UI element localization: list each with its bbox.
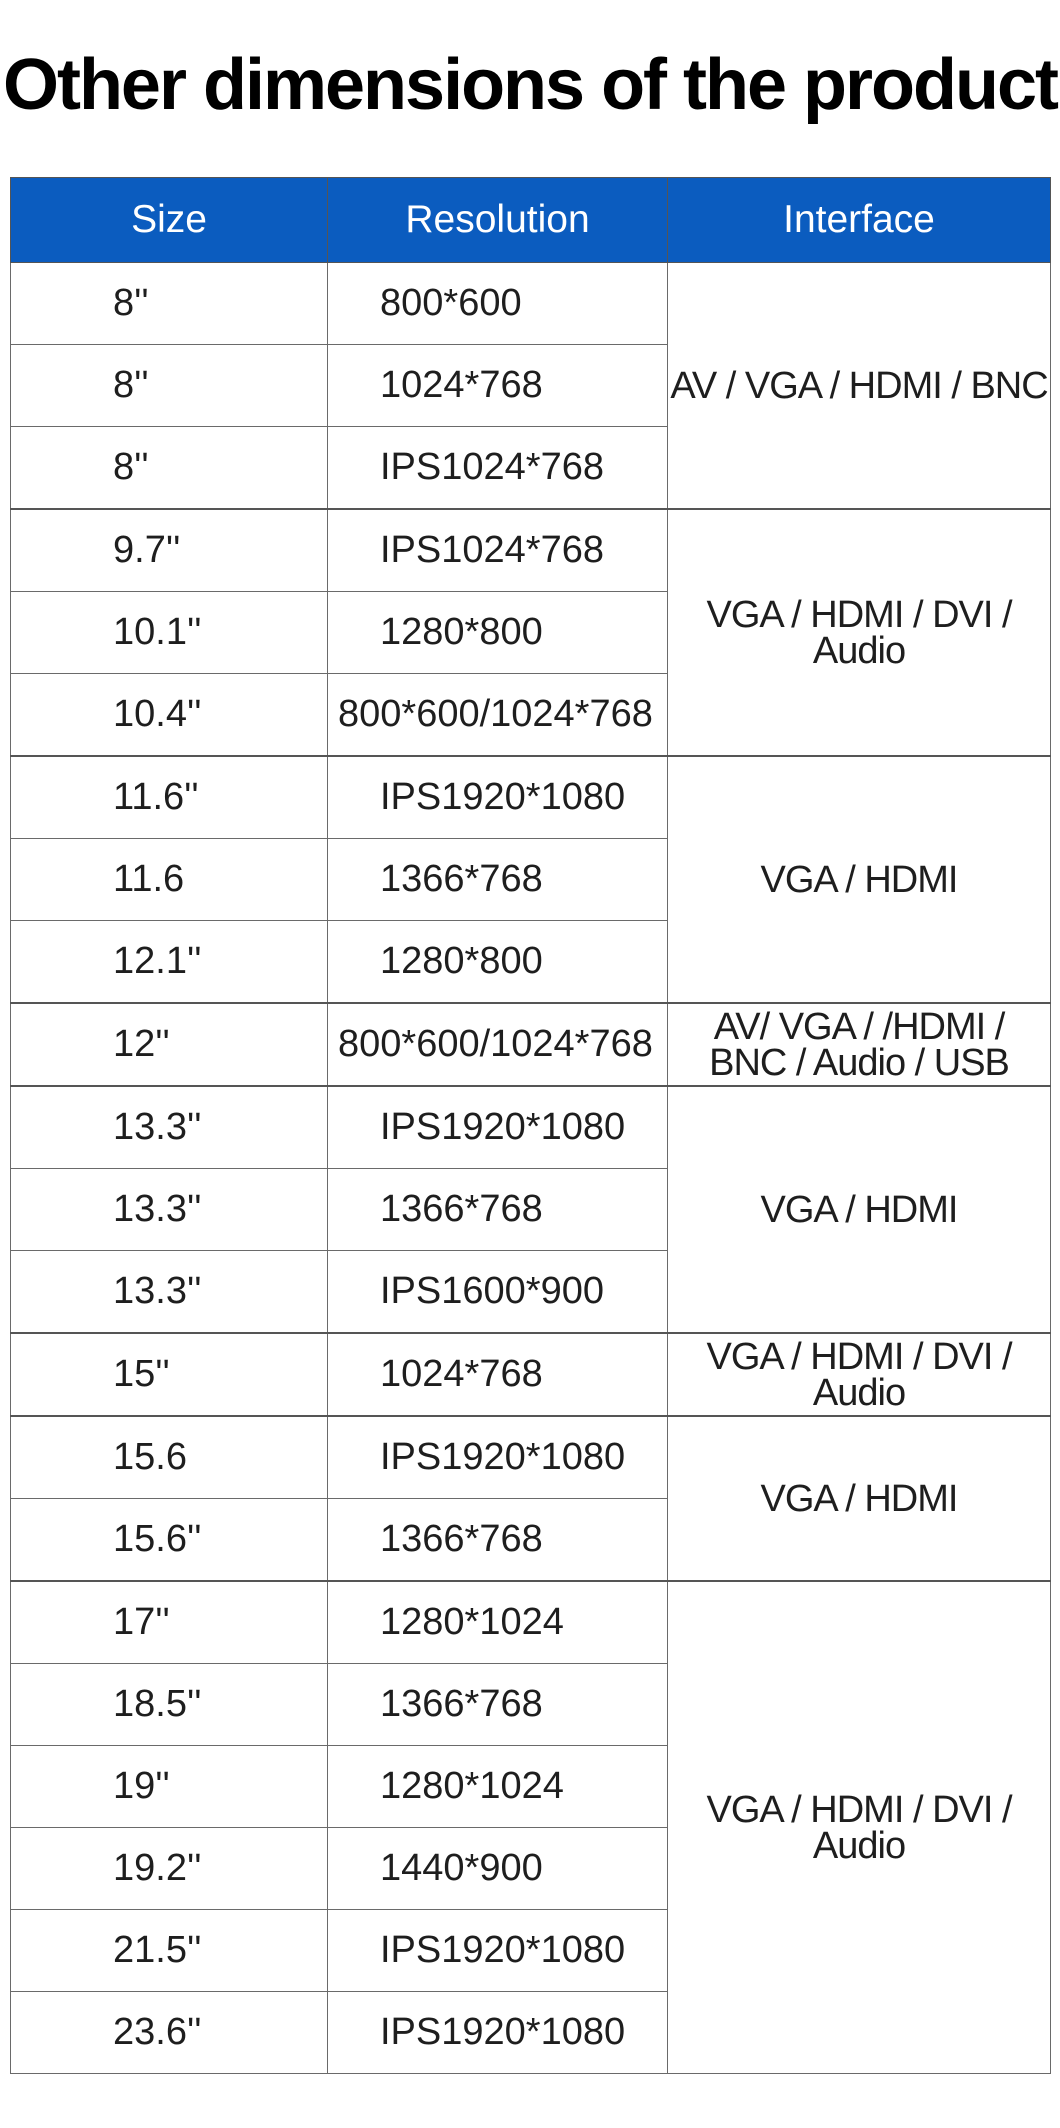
- resolution-cell: 1366*768: [328, 1169, 668, 1251]
- size-cell: 9.7'': [11, 509, 328, 592]
- interface-cell: [668, 1416, 1051, 1581]
- size-cell: 12'': [11, 1003, 328, 1086]
- resolution-cell: 1280*800: [328, 921, 668, 1004]
- size-cell: 15.6'': [11, 1499, 328, 1582]
- table-row: [11, 1086, 1051, 1169]
- column-header-interface: Interface: [668, 178, 1051, 263]
- resolution-cell: 1440*900: [328, 1828, 668, 1910]
- column-header-size: Size: [11, 178, 328, 263]
- size-cell: 11.6'': [11, 756, 328, 839]
- resolution-cell: IPS1920*1080: [328, 1086, 668, 1169]
- resolution-cell: IPS1920*1080: [328, 1992, 668, 2074]
- resolution-cell: IPS1024*768: [328, 427, 668, 510]
- interface-label-line: AV/ VGA / /HDMI /: [713, 1005, 1005, 1048]
- interface-cell: [668, 1086, 1051, 1333]
- interface-cell: [668, 1333, 1051, 1416]
- resolution-cell: IPS1600*900: [328, 1251, 668, 1334]
- page-title: Other dimensions of the product: [2, 45, 1058, 125]
- table-row: [11, 1416, 1051, 1499]
- size-cell: 8'': [11, 345, 328, 427]
- table-row: [11, 756, 1051, 839]
- size-cell: 13.3'': [11, 1086, 328, 1169]
- size-cell: 17'': [11, 1581, 328, 1664]
- resolution-cell: 800*600/1024*768: [328, 1003, 668, 1086]
- interface-cell: [668, 509, 1051, 756]
- resolution-cell: IPS1920*1080: [328, 1910, 668, 1992]
- resolution-cell: 800*600: [328, 263, 668, 345]
- specs-table: [10, 177, 1051, 2074]
- interface-cell: [668, 756, 1051, 1003]
- size-cell: 19.2'': [11, 1828, 328, 1910]
- interface-cell: [668, 1581, 1051, 2074]
- size-cell: 23.6'': [11, 1992, 328, 2074]
- table-row: [11, 1333, 1051, 1416]
- interface-cell: [668, 263, 1051, 510]
- resolution-cell: IPS1920*1080: [328, 1416, 668, 1499]
- interface-label-line: VGA / HDMI: [760, 1477, 958, 1520]
- size-cell: 12.1'': [11, 921, 328, 1004]
- resolution-cell: 1280*800: [328, 592, 668, 674]
- size-cell: 8'': [11, 263, 328, 345]
- size-cell: 10.1'': [11, 592, 328, 674]
- resolution-cell: IPS1920*1080: [328, 756, 668, 839]
- size-cell: 13.3'': [11, 1169, 328, 1251]
- interface-label-line: VGA / HDMI / DVI / Audio: [706, 593, 1012, 672]
- size-cell: 8'': [11, 427, 328, 510]
- resolution-cell: IPS1024*768: [328, 509, 668, 592]
- size-cell: 19'': [11, 1746, 328, 1828]
- size-cell: 15.6: [11, 1416, 328, 1499]
- interface-label-line: BNC / Audio / USB: [709, 1041, 1009, 1084]
- interface-label-line: AV / VGA / HDMI / BNC: [670, 364, 1048, 407]
- interface-label-line: VGA / HDMI / DVI / Audio: [706, 1788, 1012, 1867]
- resolution-cell: 1024*768: [328, 345, 668, 427]
- interface-label-line: VGA / HDMI: [760, 858, 958, 901]
- interface-cell: [668, 1003, 1051, 1086]
- resolution-cell: 1366*768: [328, 1499, 668, 1582]
- table-row: [11, 1003, 1051, 1086]
- column-header-resolution: Resolution: [328, 178, 668, 263]
- interface-label-line: VGA / HDMI: [760, 1188, 958, 1231]
- size-cell: 21.5'': [11, 1910, 328, 1992]
- table-row: [11, 263, 1051, 345]
- table-row: [11, 509, 1051, 592]
- size-cell: 15'': [11, 1333, 328, 1416]
- resolution-cell: 1280*1024: [328, 1746, 668, 1828]
- resolution-cell: 1366*768: [328, 839, 668, 921]
- interface-label-line: VGA / HDMI / DVI / Audio: [706, 1335, 1012, 1414]
- size-cell: 18.5'': [11, 1664, 328, 1746]
- table-body: [11, 263, 1051, 2074]
- resolution-cell: 1280*1024: [328, 1581, 668, 1664]
- size-cell: 10.4'': [11, 674, 328, 757]
- size-cell: 11.6: [11, 839, 328, 921]
- table-header-row: [11, 178, 1051, 263]
- resolution-cell: 1366*768: [328, 1664, 668, 1746]
- resolution-cell: 800*600/1024*768: [328, 674, 668, 757]
- size-cell: 13.3'': [11, 1251, 328, 1334]
- table-row: [11, 1581, 1051, 1664]
- resolution-cell: 1024*768: [328, 1333, 668, 1416]
